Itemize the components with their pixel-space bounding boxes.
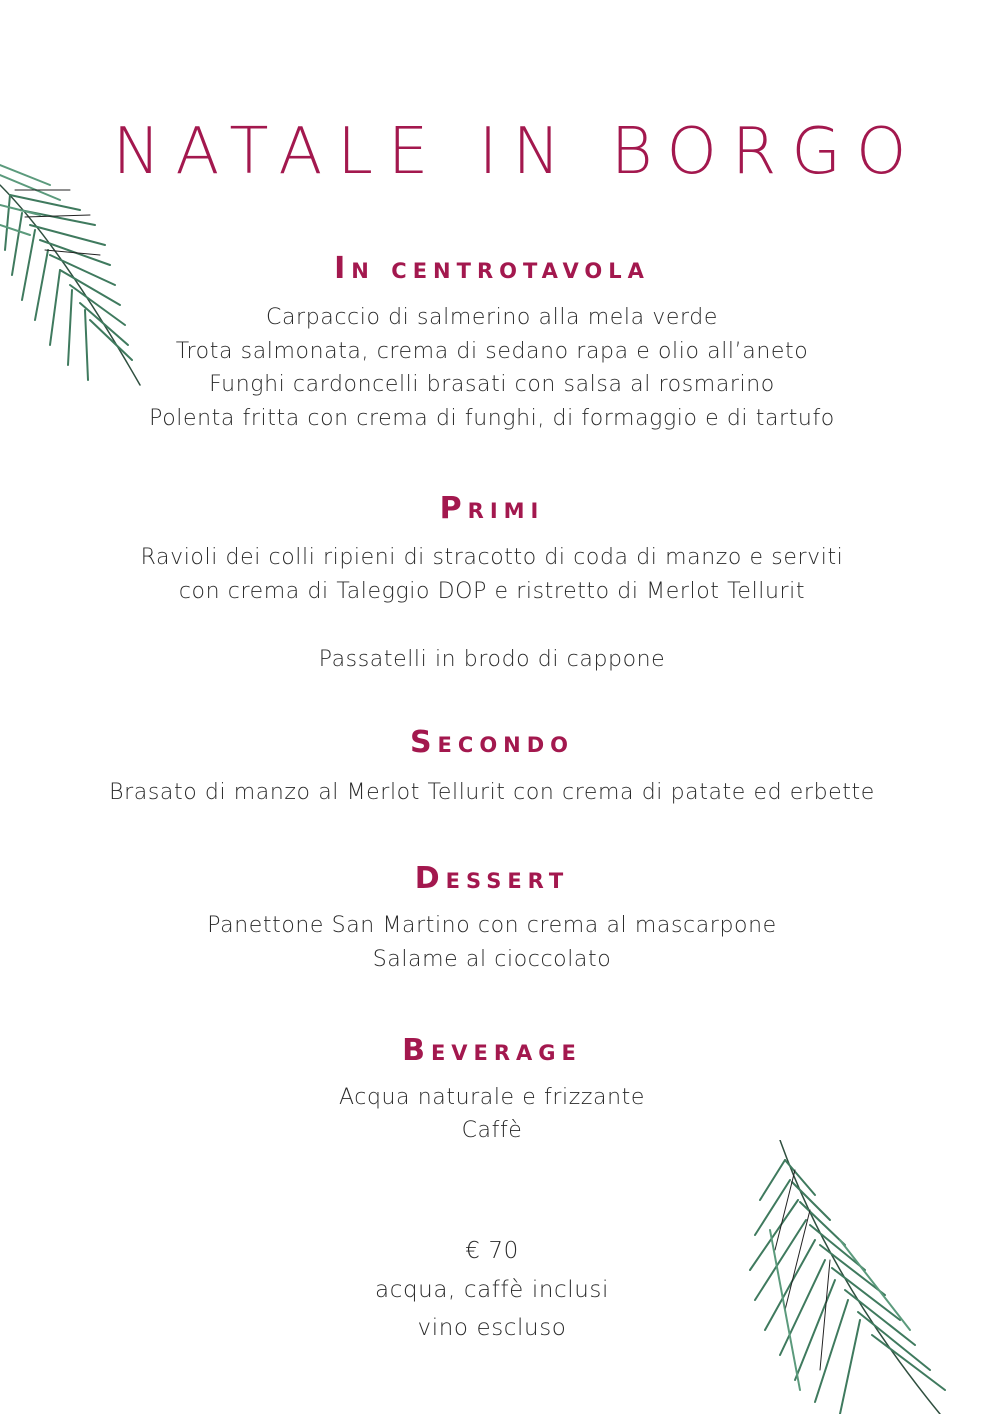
menu-item: Acqua naturale e frizzante	[338, 1085, 645, 1110]
price-includes: acqua, caffè inclusi	[375, 1277, 609, 1303]
menu-item: Polenta fritta con crema di funghi, di formaggio e di tartufo	[149, 406, 835, 431]
price-excludes: vino escluso	[417, 1315, 567, 1341]
menu-item: Caffè	[461, 1118, 523, 1143]
section-heading-in-centrotavola: In centrotavola	[334, 251, 650, 286]
menu-title: NATALE IN BORGO	[112, 115, 922, 189]
menu-item: Funghi cardoncelli brasati con salsa al rosmarino	[209, 372, 775, 397]
menu-item: Passatelli in brodo di cappone	[318, 647, 666, 672]
menu-item: Ravioli dei colli ripieni di stracotto di coda di manzo e serviti	[140, 545, 844, 570]
price-amount: € 70	[465, 1238, 519, 1264]
section-heading-dessert: Dessert	[414, 861, 570, 896]
section-heading-beverage: Beverage	[402, 1033, 582, 1068]
menu-item: Trota salmonata, crema di sedano rapa e olio all’aneto	[175, 339, 809, 364]
menu-item: con crema di Taleggio DOP e ristretto di Merlot Tellurit	[178, 579, 806, 604]
menu-item: Salame al cioccolato	[372, 947, 612, 972]
section-heading-primi: Primi	[439, 491, 545, 526]
menu-item: Panettone San Martino con crema al mascarpone	[207, 913, 777, 938]
section-heading-secondo: Secondo	[409, 725, 575, 760]
menu-item: Brasato di manzo al Merlot Tellurit con crema di patate ed erbette	[109, 780, 875, 805]
menu-item: Carpaccio di salmerino alla mela verde	[266, 305, 718, 330]
